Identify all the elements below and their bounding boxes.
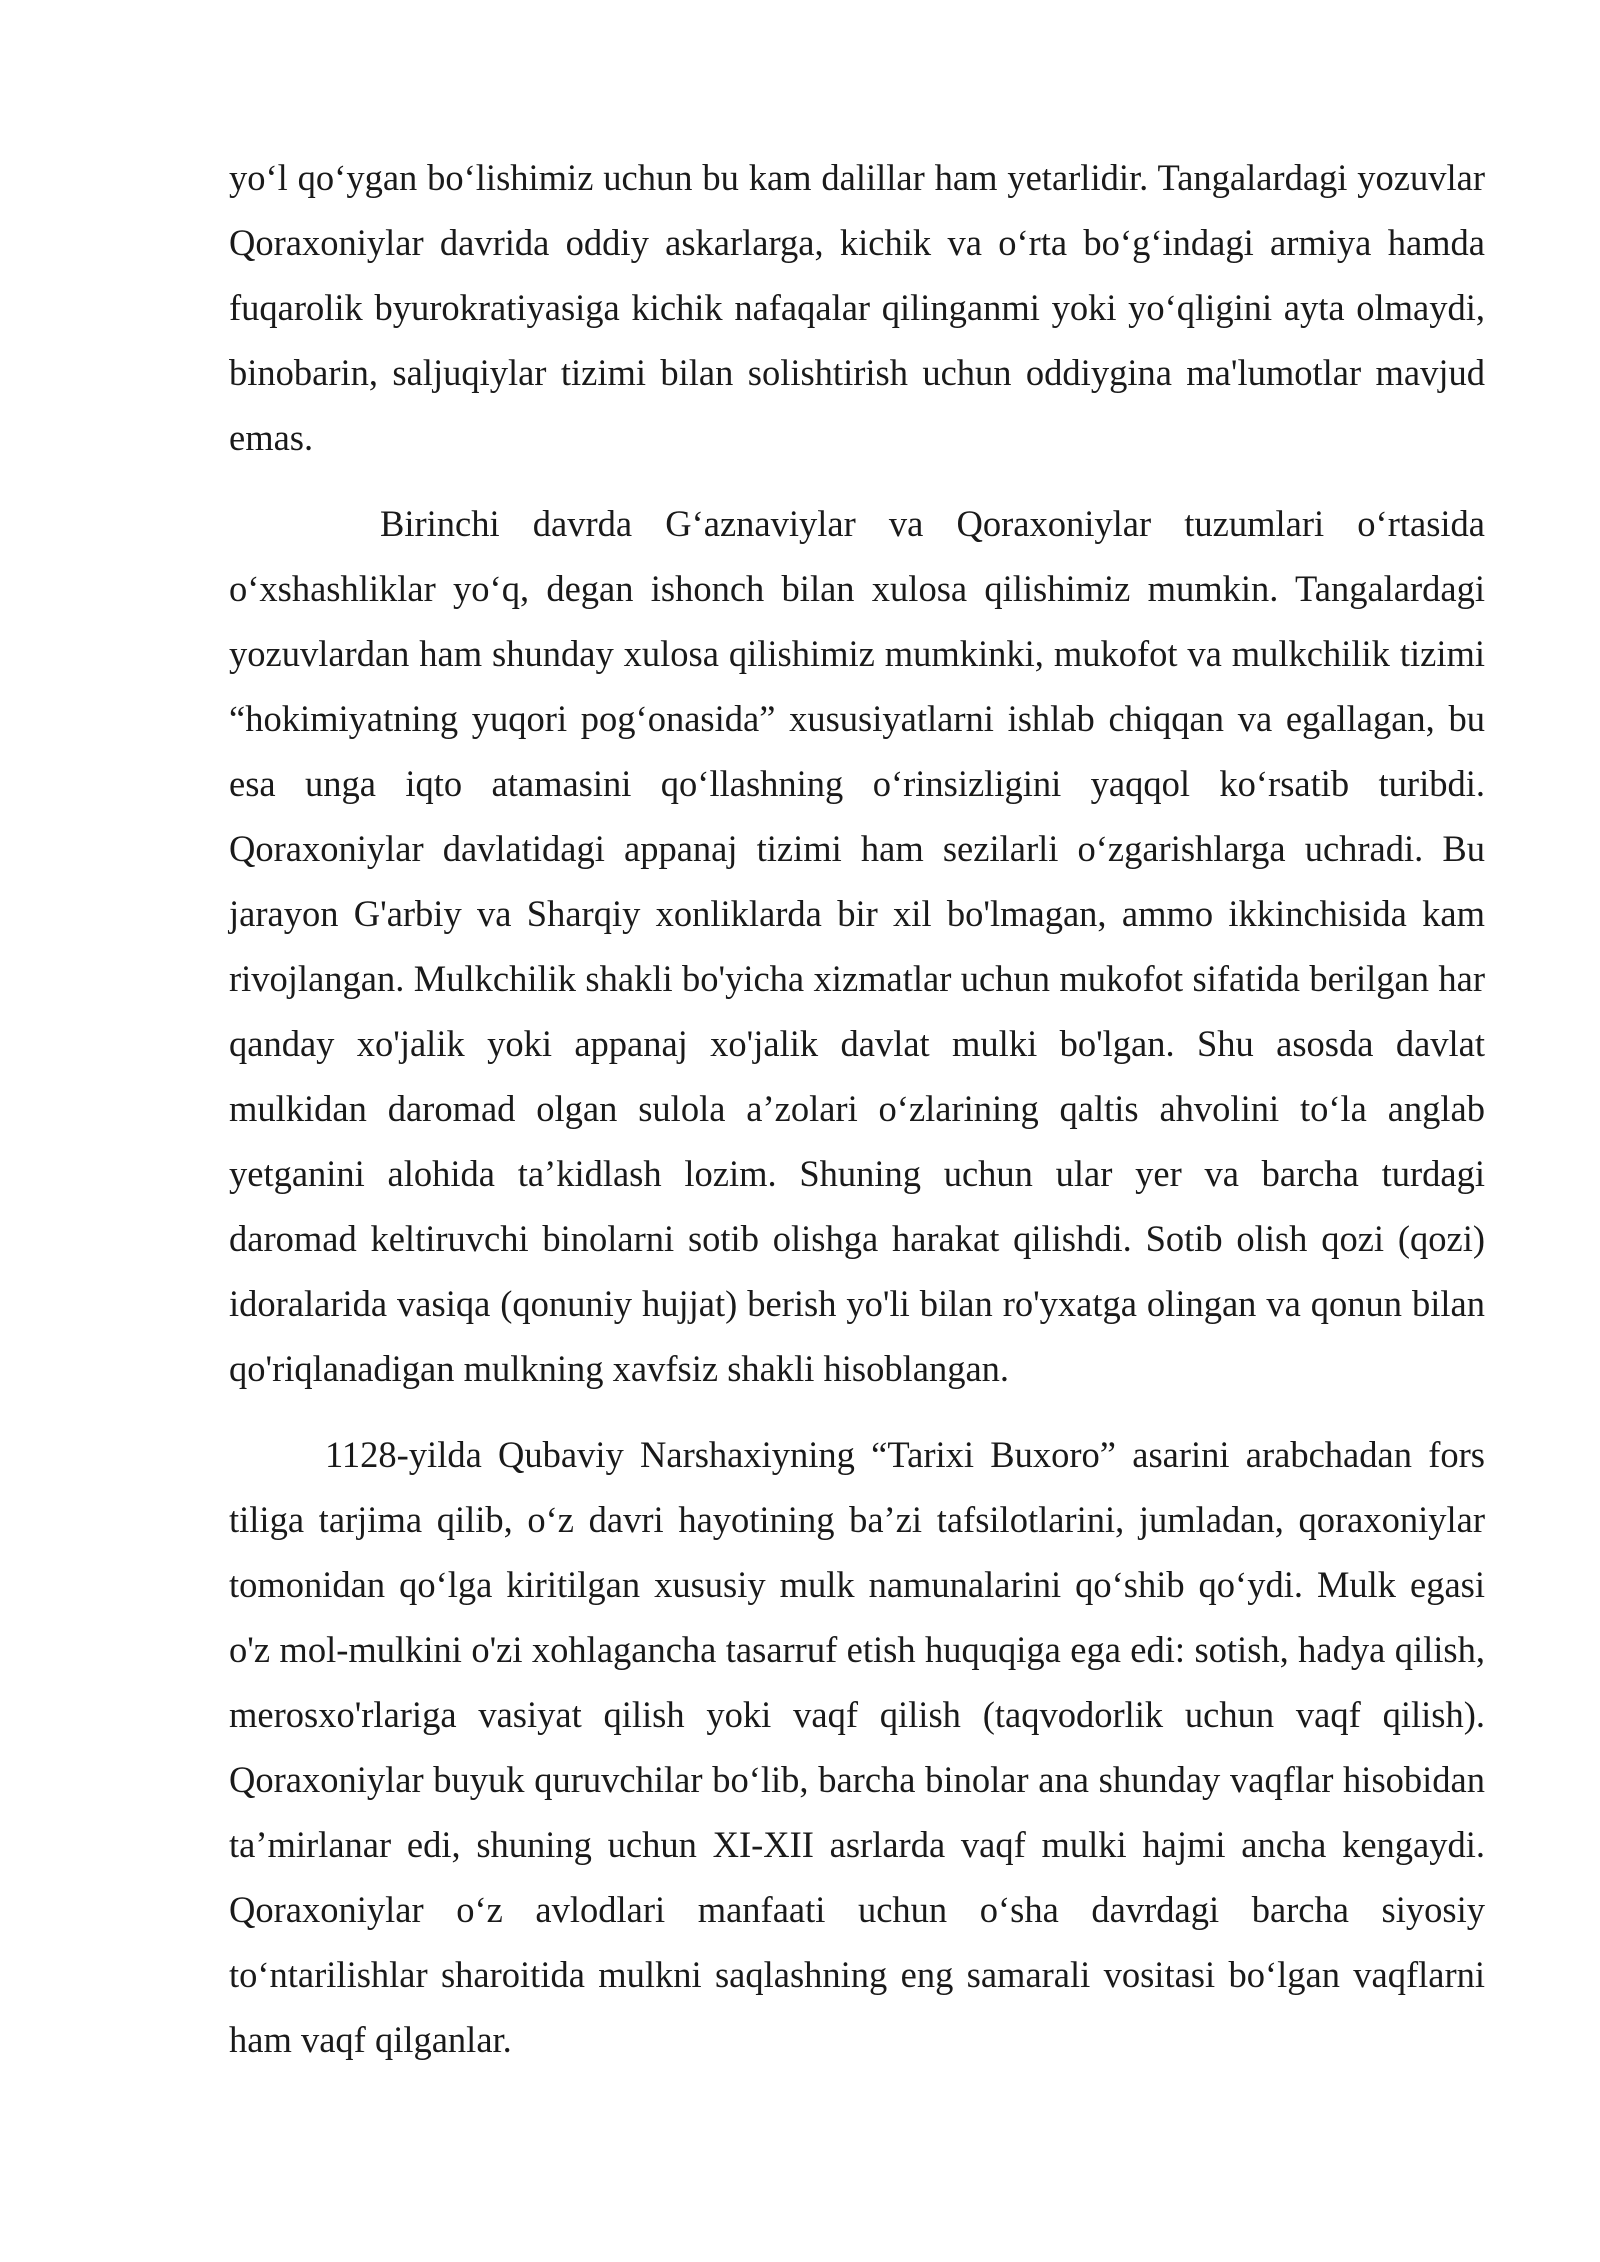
document-body (229, 145, 1485, 2072)
paragraph-3: 1128-yilda Qubaviy Narshaxiyning “Tarixi Buxoro” asarini arabchadan fors tiliga tarjima qilib, o‘z davri hayotining ba’zi tafsilotlarini, jumladan, qoraxoniylar tomonidan qo‘lga kiritilgan xususiy mulk namunalarini qo‘shib qo‘ydi. Mulk egasi o'z mol-mulkini o'zi xohlagancha tasarruf etish huquqiga ega edi: sotish, hadya qilish, merosxo'rlariga vasiyat qilish yoki vaqf qilish (taqvodorlik uchun vaqf qilish). Qoraxoniylar buyuk quruvchilar bo‘lib, barcha binolar ana shunday vaqflar hisobidan ta’mirlanar edi, shuning uchun XI-XII asrlarda vaqf mulki hajmi ancha kengaydi. Qoraxoniylar o‘z avlodlari manfaati uchun o‘sha davrdagi barcha siyosiy to‘ntarilishlar sharoitida mulkni saqlashning eng samarali vositasi bo‘lgan vaqflarni ham vaqf qilganlar. (229, 1434, 1485, 2060)
paragraph-1: yo‘l qo‘ygan bo‘lishimiz uchun bu kam dalillar ham yetarlidir. Tangalardagi yozuvlar Qoraxoniylar davrida oddiy askarlarga, kichik va o‘rta bo‘g‘indagi armiya hamda fuqarolik byurokratiyasiga kichik nafaqalar qilinganmi yoki yo‘qligini ayta olmaydi, binobarin, saljuqiylar tizimi bilan solishtirish uchun oddiygina ma'lumotlar mavjud emas. (229, 157, 1485, 458)
paragraph-2: Birinchi davrda G‘aznaviylar va Qoraxoniylar tuzumlari o‘rtasida o‘xshashliklar yo‘q, degan ishonch bilan xulosa qilishimiz mumkin. Tangalardagi yozuvlardan ham shunday xulosa qilishimiz mumkinki, mukofot va mulkchilik tizimi “hokimiyatning yuqori pog‘onasida” xususiyatlarni ishlab chiqqan va egallagan, bu esa unga iqto atamasini qo‘llashning o‘rinsizligini yaqqol ko‘rsatib turibdi. Qoraxoniylar davlatidagi appanaj tizimi ham sezilarli o‘zgarishlarga uchradi. Bu jarayon G'arbiy va Sharqiy xonliklarda bir xil bo'lmagan, ammo ikkinchisida kam rivojlangan. Mulkchilik shakli bo'yicha xizmatlar uchun mukofot sifatida berilgan har qanday xo'jalik yoki appanaj xo'jalik davlat mulki bo'lgan. Shu asosda davlat mulkidan daromad olgan sulola a’zolari o‘zlarining qaltis ahvolini to‘la anglab yetganini alohida ta’kidlash lozim. Shuning uchun ular yer va barcha turdagi daromad keltiruvchi binolarni sotib olishga harakat qilishdi. Sotib olish qozi (qozi) idoralarida vasiqa (qonuniy hujjat) berish yo'li bilan ro'yxatga olingan va qonun bilan qo'riqlanadigan mulkning xavfsiz shakli hisoblangan. (229, 503, 1485, 1389)
